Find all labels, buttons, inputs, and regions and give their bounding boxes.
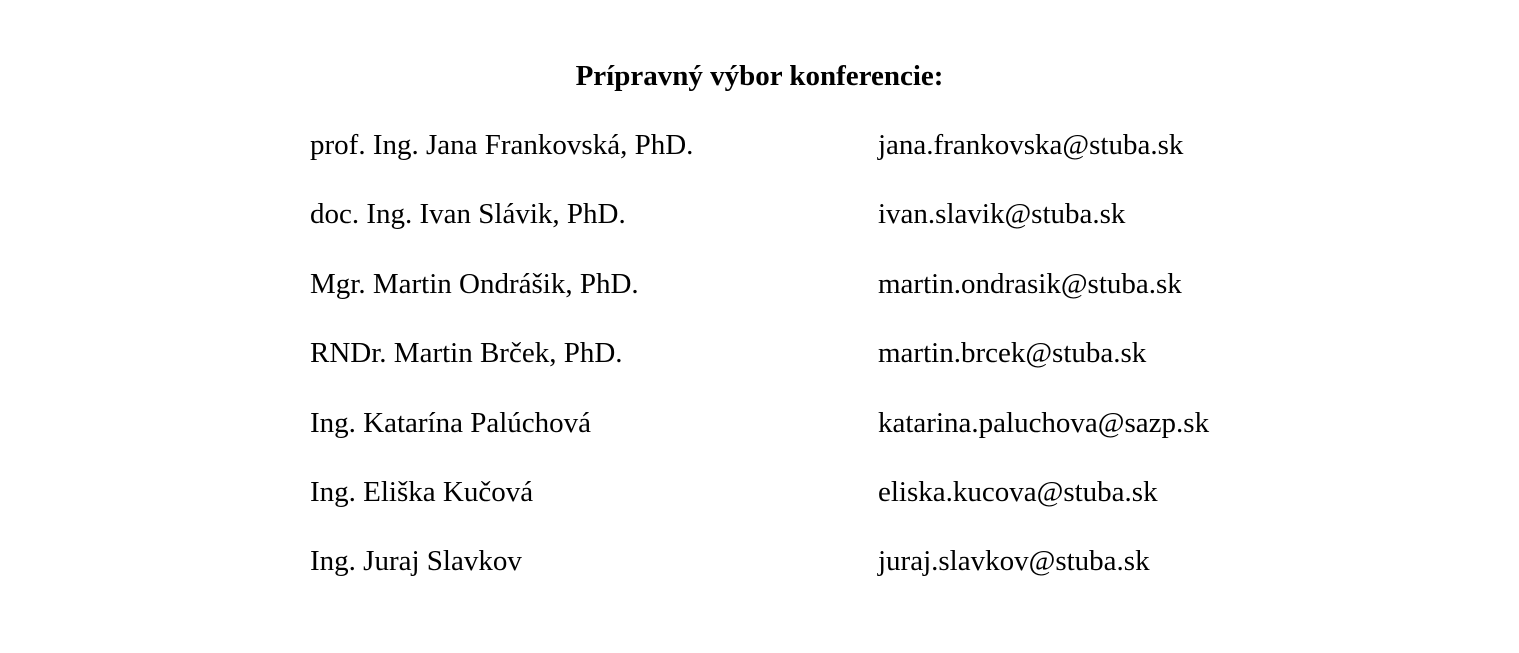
- member-name: prof. Ing. Jana Frankovská, PhD.: [310, 129, 694, 161]
- committee-member-3: [310, 266, 1310, 335]
- member-email: eliska.kucova@stuba.sk: [878, 475, 1158, 508]
- member-name: Mgr. Martin Ondrášik, PhD.: [310, 267, 639, 300]
- member-name: Ing. Juraj Slavkov: [310, 545, 522, 578]
- member-name: doc. Ing. Ivan Slávik, PhD.: [310, 198, 626, 231]
- committee-list: [310, 127, 1310, 613]
- member-email: jana.frankovska@stuba.sk: [878, 129, 1184, 161]
- committee-member-1: [310, 127, 1310, 196]
- member-name: RNDr. Martin Brček, PhD.: [310, 337, 623, 370]
- member-email: katarina.paluchova@sazp.sk: [878, 406, 1210, 439]
- committee-member-2: [310, 196, 1310, 265]
- member-email: juraj.slavkov@stuba.sk: [878, 545, 1150, 578]
- committee-member-6: [310, 474, 1310, 543]
- committee-member-7: [310, 543, 1310, 612]
- member-name: Ing. Katarína Palúchová: [310, 406, 592, 439]
- member-email: martin.brcek@stuba.sk: [878, 337, 1147, 370]
- member-name: Ing. Eliška Kučová: [310, 475, 534, 508]
- member-email: ivan.slavik@stuba.sk: [878, 198, 1126, 231]
- committee-title: Prípravný výbor konferencie:: [575, 60, 944, 92]
- committee-member-5: [310, 405, 1310, 474]
- member-email: martin.ondrasik@stuba.sk: [878, 267, 1182, 300]
- committee-member-4: [310, 335, 1310, 404]
